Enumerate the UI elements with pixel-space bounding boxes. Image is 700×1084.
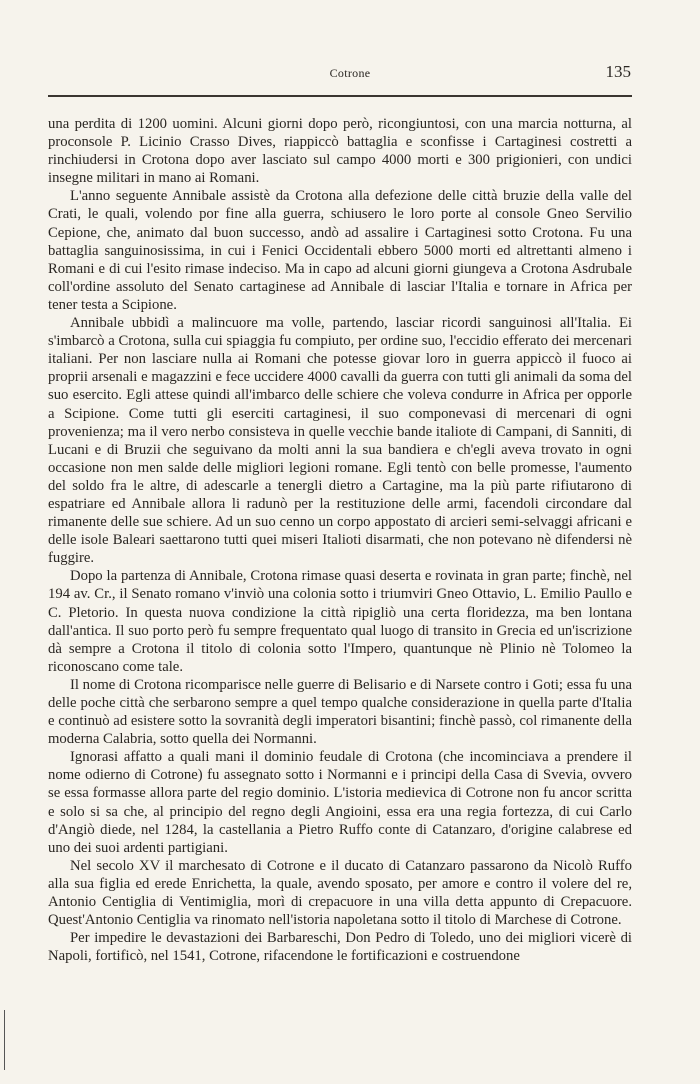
paragraph: Dopo la partenza di Annibale, Crotona rimase quasi deserta e rovinata in gran parte; finchè, nel 194 av. Cr., il Senato romano v'inviò una colonia sotto i triumviri Gneo Ottavio, L. Emilio Paullo e C. Pletorio. In questa nuova condizione la città ripigliò una certa floridezza, ma ben lontana dall'antica. Il suo porto però fu sempre frequentato qual luogo di transito in Grecia ed un'iscrizione dà sempre a Crotona il titolo di colonia sotto l'Impero, quantunque nè Plinio nè Tolomeo la riconoscano come tale. — [48, 568, 632, 675]
body-text — [48, 115, 632, 965]
paragraph: Nel secolo XV il marchesato di Cotrone e il ducato di Catanzaro passarono da Nicolò Ruffo alla sua figlia ed erede Enrichetta, la quale, avendo sposato, per amore e contro il volere del re, Antonio Centiglia di Ventimiglia, morì di crepacuore in una villa detta appunto di Crepacuore. Quest'Antonio Centiglia va rinomato nell'istoria napoletana sotto il titolo di Marchese di Cotrone. — [48, 857, 632, 929]
paragraph: Annibale ubbidì a malincuore ma volle, partendo, lasciar ricordi sanguinosi all'Italia. Ei s'imbarcò a Crotona, sulla cui spiaggia fu compiuto, per ordine suo, l'eccidio efferato dei mercenari italiani. Per non lasciare nulla ai Romani che potesse giovar loro in guerra appiccò il fuoco ai proprii arsenali e magazzini e fece uccidere 4000 cavalli da guerra con tutti gli animali da soma del suo esercito. Egli attese quindi all'imbarco delle schiere che voleva condurre in Africa per opporle a Scipione. Come tutti gli eserciti cartaginesi, il suo componevasi di mercenari di ogni provenienza; ma il vero nerbo consisteva in quelle vecchie bande italiote di Campani, di Sanniti, di Lucani e di Bruzii che seguivano da molti anni la sua bandiera e ch'egli aveva trovato in ogni occasione non men salde delle migliori legioni romane. Egli tentò con belle promesse, l'aumento del soldo fra le altre, di adescarle a tenergli dietro a Cartagine, ma la più parte rifiutarono di espatriare ed Annibale allora li radunò per la restituzione delle armi, facendoli circondare dal rimanente delle sue schiere. Ad un suo cenno un corpo appostato di arcieri semi-selvaggi africani e delle isole Baleari saettarono tutti quei miseri Italioti disarmati, che non potevano nè difendersi nè fuggire. — [48, 315, 632, 567]
page-number: 135 — [605, 62, 631, 81]
binding-edge-mark — [4, 1010, 5, 1070]
paragraph: una perdita di 1200 uomini. Alcuni giorni dopo però, ricongiuntosi, con una marcia notturna, al proconsole P. Licinio Crasso Dives, riappiccò battaglia e sconfisse i Cartaginesi costretti a rinchiudersi in Crotona dopo aver lasciato sul campo 4000 morti e 300 prigionieri, con undici insegne militari in mano ai Romani. — [48, 116, 632, 187]
paragraph: Per impedire le devastazioni dei Barbareschi, Don Pedro di Toledo, uno dei migliori vicerè di Napoli, fortificò, nel 1541, Cotrone, rifacendone le fortificazioni e costruendone — [48, 930, 632, 965]
header-rule — [48, 95, 632, 97]
paragraph: L'anno seguente Annibale assistè da Crotona alla defezione delle città bruzie della valle del Crati, le quali, volendo por fine alla guerra, schiusero le loro porte al console Gneo Servilio Cepione, che, animato dal buon successo, andò ad assalire i Cartaginesi sotto Crotona. Fu una battaglia sanguinosissima, in cui i Fenici Occidentali ebbero 5000 morti ed altrettanti almeno i Romani e di cui l'esito rimase indeciso. Ma in capo ad alcuni giorni giungeva a Crotona Asdrubale coll'ordine assoluto del Senato cartaginese ad Annibale di lasciar l'Italia e tornare in Africa per tener testa a Scipione. — [48, 188, 632, 313]
running-title: Cotrone — [329, 66, 371, 80]
paragraph: Il nome di Crotona ricomparisce nelle guerre di Belisario e di Narsete contro i Goti; essa fu una delle poche città che serbarono sempre a quel tempo qualche considerazione in quella parte d'Italia e continuò ad esistere sotto la sovranità degli imperatori bisantini; finchè passò, col rimanente della moderna Calabria, sotto quella dei Normanni. — [48, 676, 632, 748]
paragraph: Ignorasi affatto a quali mani il dominio feudale di Crotona (che incominciava a prendere il nome odierno di Cotrone) fu assegnato sotto i Normanni e i principi della Casa di Svevia, ovvero se essa formasse allora parte del regio dominio. L'istoria medievica di Cotrone non fu ancor scritta e solo si sa che, al principio del regno degli Angioini, essa era una regia fortezza, di cui Carlo d'Angiò diede, nel 1284, la castellania a Pietro Ruffo conte di Catanzaro, d'origine calabrese ed uno dei suoi ardenti partigiani. — [48, 749, 632, 856]
